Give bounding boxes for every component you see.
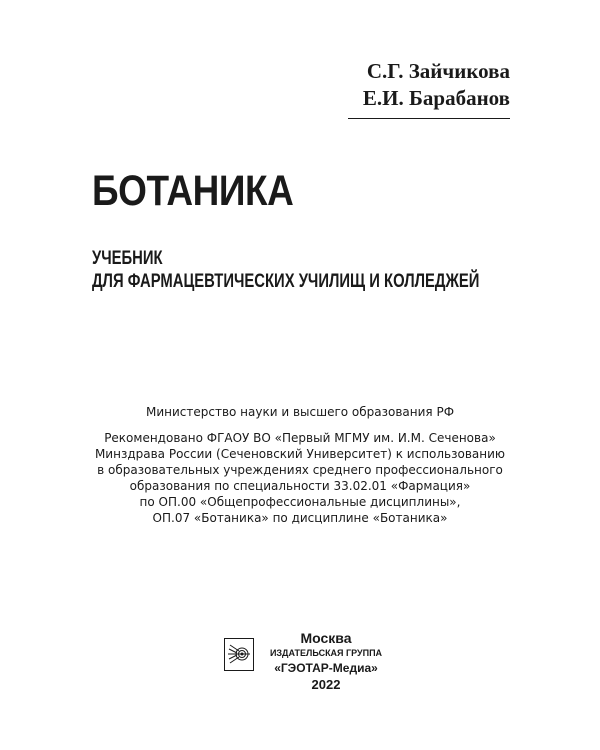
publisher-name: «ГЭОТАР-Медиа» bbox=[274, 661, 378, 675]
publication-year: 2022 bbox=[311, 677, 341, 692]
recommendation-line: ОП.07 «Ботаника» по дисциплине «Ботаника» bbox=[152, 511, 448, 525]
publisher-city: Москва bbox=[300, 630, 352, 646]
recommendation-line: Рекомендовано ФГАОУ ВО «Первый МГМУ им. И.М. Сеченова» bbox=[104, 431, 496, 445]
author-name: С.Г. Зайчикова bbox=[366, 59, 510, 83]
recommendation-line: в образовательных учреждениях среднего профессионального bbox=[97, 463, 503, 477]
book-title: БОТАНИКА bbox=[92, 167, 294, 215]
authors bbox=[363, 58, 510, 112]
recommendation-line: Минздрава России (Сеченовский Университет) к использованию bbox=[94, 447, 506, 461]
publisher-logo-icon bbox=[224, 638, 254, 671]
author-name: Е.И. Барабанов bbox=[362, 86, 510, 110]
book-subtitle bbox=[92, 247, 479, 293]
subtitle-line: ДЛЯ ФАРМАЦЕВТИЧЕСКИХ УЧИЛИЩ И КОЛЛЕДЖЕЙ bbox=[92, 271, 480, 292]
recommendation-text bbox=[60, 430, 540, 526]
publisher-group-label: ИЗДАТЕЛЬСКАЯ ГРУППА bbox=[269, 648, 383, 658]
recommendation-line: по ОП.00 «Общепрофессиональные дисциплины», bbox=[139, 495, 461, 509]
recommendation-line: образования по специальности 33.02.01 «Фармация» bbox=[129, 479, 471, 493]
author-divider bbox=[348, 118, 510, 119]
subtitle-line: УЧЕБНИК bbox=[92, 248, 163, 269]
ministry-line: Министерство науки и высшего образования РФ bbox=[145, 405, 455, 419]
